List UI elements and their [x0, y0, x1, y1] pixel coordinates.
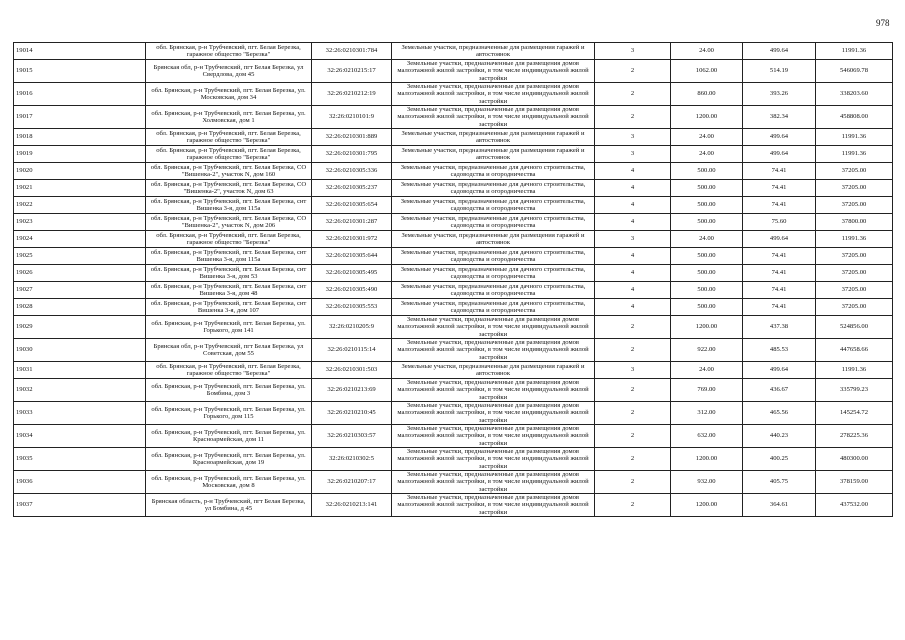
land-use-cell: Земельные участки, предназначенные для дачного строительства, садоводства и огородничества [392, 265, 595, 282]
land-use-cell: Земельные участки, предназначенные для дачного строительства, садоводства и огородничества [392, 248, 595, 265]
cadastral-number-cell: 32:26:0210301:503 [312, 362, 392, 379]
specific-value-cell: 74.41 [743, 299, 816, 316]
cadastral-number-cell: 32:26:0210303:57 [312, 425, 392, 448]
cadastral-number-cell: 32:26:0210205:9 [312, 316, 392, 339]
area-cell: 632.00 [671, 425, 743, 448]
address-cell: обл. Брянская, р-н Трубчевский, пгт. Белая Березка, ул. Московская, дом 34 [146, 83, 312, 106]
cadastral-value-cell: 37205.00 [816, 180, 893, 197]
table-row [14, 299, 893, 316]
specific-value-cell: 499.64 [743, 362, 816, 379]
specific-value-cell: 393.26 [743, 83, 816, 106]
specific-value-cell: 499.64 [743, 129, 816, 146]
cadastral-value-cell: 335799.23 [816, 379, 893, 402]
land-use-cell: Земельные участки, предназначенные для дачного строительства, садоводства и огородничества [392, 299, 595, 316]
record-number-cell: 19034 [14, 425, 146, 448]
record-number-cell: 19018 [14, 129, 146, 146]
use-group-cell: 4 [595, 282, 671, 299]
cadastral-value-cell: 145254.72 [816, 402, 893, 425]
record-number-cell: 19020 [14, 163, 146, 180]
specific-value-cell: 437.38 [743, 316, 816, 339]
land-use-cell: Земельные участки, предназначенные для размещения домов малоэтажной жилой застройки, в том числе индивидуальной жилой застройки [392, 316, 595, 339]
use-group-cell: 2 [595, 60, 671, 83]
address-cell: обл. Брянская, р-н Трубчевский, пгт. Белая Березка, снт Вишенка 3-я, дом 48 [146, 282, 312, 299]
cadastral-number-cell: 32:26:0210210:45 [312, 402, 392, 425]
record-number-cell: 19032 [14, 379, 146, 402]
address-cell: обл. Брянская, р-н Трубчевский, пгт. Белая Березка, ул. Холмовская, дом 1 [146, 106, 312, 129]
cadastral-value-cell: 546069.78 [816, 60, 893, 83]
table-row [14, 163, 893, 180]
specific-value-cell: 74.41 [743, 197, 816, 214]
area-cell: 932.00 [671, 471, 743, 494]
specific-value-cell: 440.23 [743, 425, 816, 448]
record-number-cell: 19037 [14, 494, 146, 517]
area-cell: 24.00 [671, 146, 743, 163]
table-row [14, 448, 893, 471]
cadastral-number-cell: 32:26:0210115:14 [312, 339, 392, 362]
specific-value-cell: 514.19 [743, 60, 816, 83]
land-use-cell: Земельные участки, предназначенные для размещения гаражей и автостоянок [392, 146, 595, 163]
cadastral-value-cell: 11991.36 [816, 362, 893, 379]
address-cell: обл. Брянская, р-н Трубчевский, пгт. Белая Березка, снт Вишенка 3-я, дом 53 [146, 265, 312, 282]
cadastral-value-cell: 37205.00 [816, 299, 893, 316]
table-row [14, 316, 893, 339]
cadastral-value-cell: 458808.00 [816, 106, 893, 129]
specific-value-cell: 75.60 [743, 214, 816, 231]
area-cell: 500.00 [671, 265, 743, 282]
address-cell: обл. Брянская, р-н Трубчевский, пгт. Белая Березка, гаражное общество "Березка" [146, 146, 312, 163]
use-group-cell: 2 [595, 448, 671, 471]
cadastral-value-cell: 11991.36 [816, 129, 893, 146]
area-cell: 24.00 [671, 43, 743, 60]
table-row [14, 197, 893, 214]
cadastral-value-cell: 11991.36 [816, 231, 893, 248]
cadastral-number-cell: 32:26:0210207:17 [312, 471, 392, 494]
cadastral-number-cell: 32:26:0210101:9 [312, 106, 392, 129]
use-group-cell: 4 [595, 197, 671, 214]
record-number-cell: 19021 [14, 180, 146, 197]
area-cell: 500.00 [671, 180, 743, 197]
record-number-cell: 19030 [14, 339, 146, 362]
cadastral-value-cell: 11991.36 [816, 146, 893, 163]
area-cell: 1200.00 [671, 494, 743, 517]
area-cell: 769.00 [671, 379, 743, 402]
address-cell: обл. Брянская, р-н Трубчевский, пгт. Белая Березка, ул. Красноармейская, дом 11 [146, 425, 312, 448]
cadastral-number-cell: 32:26:0210212:19 [312, 83, 392, 106]
record-number-cell: 19026 [14, 265, 146, 282]
record-number-cell: 19025 [14, 248, 146, 265]
table-row [14, 379, 893, 402]
address-cell: Брянская область, р-н Трубчевский, пгт Белая Березка, ул Бомбина, д 45 [146, 494, 312, 517]
use-group-cell: 2 [595, 425, 671, 448]
use-group-cell: 3 [595, 43, 671, 60]
specific-value-cell: 74.41 [743, 248, 816, 265]
land-use-cell: Земельные участки, предназначенные для размещения домов малоэтажной жилой застройки, в том числе индивидуальной жилой застройки [392, 106, 595, 129]
land-use-cell: Земельные участки, предназначенные для размещения домов малоэтажной жилой застройки, в том числе индивидуальной жилой застройки [392, 339, 595, 362]
record-number-cell: 19016 [14, 83, 146, 106]
record-number-cell: 19014 [14, 43, 146, 60]
specific-value-cell: 364.61 [743, 494, 816, 517]
area-cell: 500.00 [671, 299, 743, 316]
address-cell: обл. Брянская, р-н Трубчевский, пгт. Белая Березка, снт Вишенка 3-я, дом 115а [146, 197, 312, 214]
record-number-cell: 19028 [14, 299, 146, 316]
land-use-cell: Земельные участки, предназначенные для размещения домов малоэтажной жилой застройки, в том числе индивидуальной жилой застройки [392, 471, 595, 494]
record-number-cell: 19033 [14, 402, 146, 425]
area-cell: 24.00 [671, 362, 743, 379]
cadastral-value-cell: 37800.00 [816, 214, 893, 231]
area-cell: 860.00 [671, 83, 743, 106]
table-row [14, 471, 893, 494]
land-use-cell: Земельные участки, предназначенные для размещения гаражей и автостоянок [392, 362, 595, 379]
area-cell: 1200.00 [671, 448, 743, 471]
area-cell: 24.00 [671, 129, 743, 146]
cadastral-value-cell: 37205.00 [816, 197, 893, 214]
table-row [14, 214, 893, 231]
specific-value-cell: 74.41 [743, 265, 816, 282]
area-cell: 500.00 [671, 282, 743, 299]
specific-value-cell: 382.34 [743, 106, 816, 129]
cadastral-number-cell: 32:26:0210301:795 [312, 146, 392, 163]
address-cell: обл. Брянская, р-н Трубчевский, пгт. Белая Березка, снт Вишенка 3-я, дом 115а [146, 248, 312, 265]
cadastral-number-cell: 32:26:0210302:5 [312, 448, 392, 471]
cadastral-value-cell: 11991.36 [816, 43, 893, 60]
land-use-cell: Земельные участки, предназначенные для размещения домов малоэтажной жилой застройки, в том числе индивидуальной жилой застройки [392, 448, 595, 471]
use-group-cell: 2 [595, 83, 671, 106]
address-cell: обл. Брянская, р-н Трубчевский, пгт. Белая Березка, ул. Красноармейская, дом 19 [146, 448, 312, 471]
table-row [14, 106, 893, 129]
cadastral-number-cell: 32:26:0210301:287 [312, 214, 392, 231]
specific-value-cell: 485.53 [743, 339, 816, 362]
area-cell: 1200.00 [671, 106, 743, 129]
cadastral-value-cell: 437532.00 [816, 494, 893, 517]
cadastral-value-cell: 37205.00 [816, 265, 893, 282]
record-number-cell: 19031 [14, 362, 146, 379]
specific-value-cell: 499.64 [743, 43, 816, 60]
area-cell: 500.00 [671, 248, 743, 265]
table-row [14, 265, 893, 282]
cadastral-number-cell: 32:26:0210305:336 [312, 163, 392, 180]
use-group-cell: 2 [595, 379, 671, 402]
address-cell: обл. Брянская, р-н Трубчевский, пгт. Белая Березка, снт Вишенка 3-я, дом 107 [146, 299, 312, 316]
table-row [14, 129, 893, 146]
table-body [14, 43, 893, 517]
table-row [14, 180, 893, 197]
use-group-cell: 3 [595, 129, 671, 146]
address-cell: обл. Брянская, р-н Трубчевский, пгт. Белая Березка, ул. Бомбина, дом 3 [146, 379, 312, 402]
specific-value-cell: 499.64 [743, 231, 816, 248]
area-cell: 1062.00 [671, 60, 743, 83]
table-row [14, 43, 893, 60]
cadastral-value-cell: 278225.36 [816, 425, 893, 448]
record-number-cell: 19035 [14, 448, 146, 471]
cadastral-value-cell: 447658.66 [816, 339, 893, 362]
cadastral-value-cell: 338203.60 [816, 83, 893, 106]
land-use-cell: Земельные участки, предназначенные для размещения домов малоэтажной жилой застройки, в том числе индивидуальной жилой застройки [392, 60, 595, 83]
cadastral-number-cell: 32:26:0210301:972 [312, 231, 392, 248]
use-group-cell: 2 [595, 106, 671, 129]
address-cell: Брянская обл, р-н Трубчевский, пгт Белая Березка, ул Свердлова, дом 45 [146, 60, 312, 83]
address-cell: Брянская обл, р-н Трубчевский, пгт Белая Березка, ул Советская, дом 55 [146, 339, 312, 362]
land-use-cell: Земельные участки, предназначенные для дачного строительства, садоводства и огородничества [392, 214, 595, 231]
record-number-cell: 19019 [14, 146, 146, 163]
use-group-cell: 4 [595, 265, 671, 282]
land-use-cell: Земельные участки, предназначенные для дачного строительства, садоводства и огородничества [392, 197, 595, 214]
address-cell: обл. Брянская, р-н Трубчевский, пгт. Белая Березка, гаражное общество "Березка" [146, 129, 312, 146]
cadastral-number-cell: 32:26:0210305:644 [312, 248, 392, 265]
record-number-cell: 19022 [14, 197, 146, 214]
area-cell: 500.00 [671, 197, 743, 214]
area-cell: 500.00 [671, 214, 743, 231]
table-row [14, 282, 893, 299]
area-cell: 24.00 [671, 231, 743, 248]
land-use-cell: Земельные участки, предназначенные для размещения домов малоэтажной жилой застройки, в том числе индивидуальной жилой застройки [392, 425, 595, 448]
cadastral-value-cell: 524856.00 [816, 316, 893, 339]
specific-value-cell: 74.41 [743, 180, 816, 197]
table-row [14, 248, 893, 265]
use-group-cell: 3 [595, 362, 671, 379]
cadastral-number-cell: 32:26:0210213:69 [312, 379, 392, 402]
table-row [14, 494, 893, 517]
address-cell: обл. Брянская, р-н Трубчевский, пгт. Белая Березка, ул. Горького, дом 141 [146, 316, 312, 339]
land-use-cell: Земельные участки, предназначенные для дачного строительства, садоводства и огородничества [392, 163, 595, 180]
land-use-cell: Земельные участки, предназначенные для размещения домов малоэтажной жилой застройки, в том числе индивидуальной жилой застройки [392, 379, 595, 402]
page-number: 978 [876, 18, 890, 28]
cadastral-number-cell: 32:26:0210213:141 [312, 494, 392, 517]
address-cell: обл. Брянская, р-н Трубчевский, пгт. Белая Березка, гаражное общество "Березка" [146, 43, 312, 60]
cadastral-value-cell: 37205.00 [816, 282, 893, 299]
address-cell: обл. Брянская, р-н Трубчевский, пгт. Белая Березка, гаражное общество "Березка" [146, 362, 312, 379]
area-cell: 312.00 [671, 402, 743, 425]
cadastral-number-cell: 32:26:0210305:495 [312, 265, 392, 282]
record-number-cell: 19023 [14, 214, 146, 231]
record-number-cell: 19017 [14, 106, 146, 129]
cadastral-value-cell: 37205.00 [816, 163, 893, 180]
cadastral-number-cell: 32:26:0210215:17 [312, 60, 392, 83]
use-group-cell: 3 [595, 231, 671, 248]
land-use-cell: Земельные участки, предназначенные для размещения домов малоэтажной жилой застройки, в том числе индивидуальной жилой застройки [392, 494, 595, 517]
land-valuation-table [13, 42, 893, 517]
use-group-cell: 4 [595, 163, 671, 180]
table-row [14, 402, 893, 425]
address-cell: обл. Брянская, р-н Трубчевский, пгт. Белая Березка, ул. Горького, дом 115 [146, 402, 312, 425]
land-use-cell: Земельные участки, предназначенные для размещения гаражей и автостоянок [392, 129, 595, 146]
specific-value-cell: 436.67 [743, 379, 816, 402]
land-use-cell: Земельные участки, предназначенные для размещения домов малоэтажной жилой застройки, в том числе индивидуальной жилой застройки [392, 402, 595, 425]
record-number-cell: 19015 [14, 60, 146, 83]
table-row [14, 60, 893, 83]
land-use-cell: Земельные участки, предназначенные для дачного строительства, садоводства и огородничества [392, 180, 595, 197]
table-row [14, 146, 893, 163]
specific-value-cell: 405.75 [743, 471, 816, 494]
specific-value-cell: 74.41 [743, 163, 816, 180]
cadastral-value-cell: 37205.00 [816, 248, 893, 265]
record-number-cell: 19029 [14, 316, 146, 339]
use-group-cell: 4 [595, 248, 671, 265]
address-cell: обл. Брянская, р-н Трубчевский, пгт. Белая Березка, СО "Вишенка-2", участок N, дом 63 [146, 180, 312, 197]
land-use-cell: Земельные участки, предназначенные для дачного строительства, садоводства и огородничества [392, 282, 595, 299]
table-row [14, 362, 893, 379]
use-group-cell: 2 [595, 316, 671, 339]
cadastral-value-cell: 480300.00 [816, 448, 893, 471]
address-cell: обл. Брянская, р-н Трубчевский, пгт. Белая Березка, СО "Вишенка-2", участок N, дом 206 [146, 214, 312, 231]
use-group-cell: 3 [595, 146, 671, 163]
cadastral-number-cell: 32:26:0210305:237 [312, 180, 392, 197]
specific-value-cell: 499.64 [743, 146, 816, 163]
table-row [14, 339, 893, 362]
use-group-cell: 2 [595, 339, 671, 362]
use-group-cell: 2 [595, 471, 671, 494]
specific-value-cell: 400.25 [743, 448, 816, 471]
address-cell: обл. Брянская, р-н Трубчевский, пгт. Белая Березка, ул. Московская, дом 8 [146, 471, 312, 494]
record-number-cell: 19027 [14, 282, 146, 299]
address-cell: обл. Брянская, р-н Трубчевский, пгт. Белая Березка, гаражное общество "Березка" [146, 231, 312, 248]
table-row [14, 231, 893, 248]
cadastral-number-cell: 32:26:0210301:784 [312, 43, 392, 60]
area-cell: 922.00 [671, 339, 743, 362]
use-group-cell: 4 [595, 180, 671, 197]
cadastral-number-cell: 32:26:0210305:654 [312, 197, 392, 214]
table-row [14, 83, 893, 106]
land-use-cell: Земельные участки, предназначенные для размещения домов малоэтажной жилой застройки, в том числе индивидуальной жилой застройки [392, 83, 595, 106]
cadastral-number-cell: 32:26:0210305:553 [312, 299, 392, 316]
cadastral-value-cell: 378159.00 [816, 471, 893, 494]
land-use-cell: Земельные участки, предназначенные для размещения гаражей и автостоянок [392, 43, 595, 60]
record-number-cell: 19036 [14, 471, 146, 494]
area-cell: 1200.00 [671, 316, 743, 339]
use-group-cell: 2 [595, 402, 671, 425]
use-group-cell: 4 [595, 299, 671, 316]
record-number-cell: 19024 [14, 231, 146, 248]
use-group-cell: 4 [595, 214, 671, 231]
cadastral-number-cell: 32:26:0210305:490 [312, 282, 392, 299]
land-use-cell: Земельные участки, предназначенные для размещения гаражей и автостоянок [392, 231, 595, 248]
area-cell: 500.00 [671, 163, 743, 180]
use-group-cell: 2 [595, 494, 671, 517]
address-cell: обл. Брянская, р-н Трубчевский, пгт. Белая Березка, СО "Вишенка-2", участок N, дом 160 [146, 163, 312, 180]
specific-value-cell: 465.56 [743, 402, 816, 425]
cadastral-number-cell: 32:26:0210301:889 [312, 129, 392, 146]
specific-value-cell: 74.41 [743, 282, 816, 299]
table-row [14, 425, 893, 448]
